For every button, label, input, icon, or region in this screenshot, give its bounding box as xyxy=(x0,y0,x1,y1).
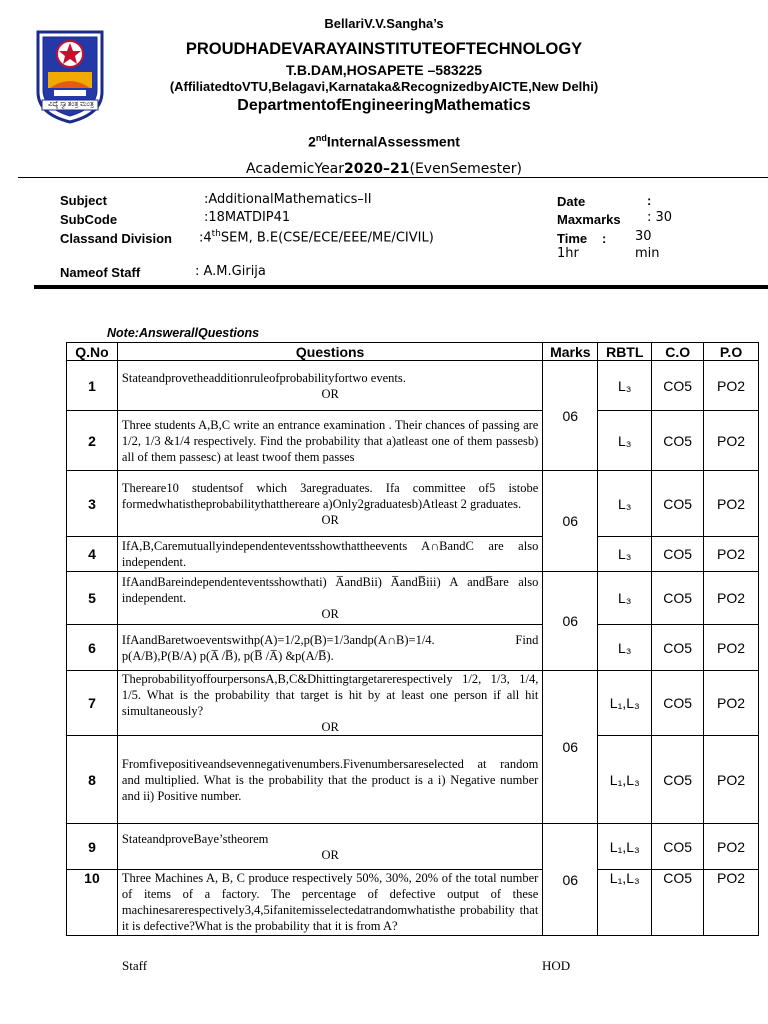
table-row xyxy=(67,824,759,870)
maxmarks-label: Maxmarks xyxy=(557,212,621,227)
question-1-text: Stateandprovetheadditionruleofprobabilityfortwo events. xyxy=(121,370,406,385)
table-row xyxy=(67,471,759,537)
co-cell: CO5 xyxy=(652,824,704,870)
header-marks: Marks xyxy=(543,343,598,361)
question-text: IfAandBaretwoeventswithp(A)=1/2,p(B)=1/3andp(A∩B)=1/4. Find p(A/B),P(B/A) p(A̅ /B̅), p(B̅ /A̅) &p(A/B̅). xyxy=(117,625,542,671)
question-text: Fromfivepositiveandsevennegativenumbers.Fivenumbersareselected at random and multiplied. What is the probability that the product is a i) Negative number and ii) Positive number. xyxy=(117,736,542,824)
header-divider xyxy=(18,177,768,178)
semester: (EvenSemester) xyxy=(409,161,522,177)
table-row xyxy=(67,625,759,671)
staff-label: Nameof Staff xyxy=(60,265,141,280)
question-5-text: IfAandBareindependenteventsshowthati) A̅andBii) A̅andB̅iii) A andB̅are also independent. xyxy=(121,575,539,605)
year-prefix: AcademicYear xyxy=(246,161,345,177)
subject-label: Subject xyxy=(60,193,107,208)
po-cell: PO2 xyxy=(704,736,759,824)
rbtl-cell: L₃ xyxy=(598,361,652,411)
marks-cell: 06 xyxy=(543,361,598,471)
header-rbtl: RBTL xyxy=(598,343,652,361)
marks-cell: 06 xyxy=(543,471,598,572)
po-cell: PO2 xyxy=(704,361,759,411)
hod-signature-label: HOD xyxy=(542,958,571,973)
question-text xyxy=(117,671,542,736)
po-cell: PO2 xyxy=(704,411,759,471)
question-number: 3 xyxy=(67,471,118,537)
question-text: IfA,B,Caremutuallyindependenteventsshowthattheevents A∩BandC are also independent. xyxy=(117,537,542,572)
class-value xyxy=(199,229,434,245)
question-text xyxy=(117,361,542,411)
question-text: Three students A,B,C write an entrance examination . Their chances of passing are 1/2, 1/3 &1/4 respectively. Find the probability that a)atleast one of them passesb) all of them passesc) at least twoof them passes xyxy=(117,411,542,471)
table-row xyxy=(67,736,759,824)
table-row xyxy=(67,671,759,736)
academic-year-line xyxy=(0,161,768,177)
exam-ordinal-sup: nd xyxy=(315,133,327,143)
rbtl-cell: L₃ xyxy=(598,572,652,625)
institute-address: T.B.DAM,HOSAPETE –583225 xyxy=(285,62,483,78)
co-cell: CO5 xyxy=(652,625,704,671)
question-number: 10 xyxy=(67,870,118,936)
or-separator: OR xyxy=(321,512,339,527)
co-cell: CO5 xyxy=(652,736,704,824)
table-row xyxy=(67,411,759,471)
time-min-unit: min xyxy=(635,246,660,261)
question-number: 9 xyxy=(67,824,118,870)
po-cell: PO2 xyxy=(704,471,759,537)
co-cell: CO5 xyxy=(652,471,704,537)
table-row xyxy=(67,870,759,936)
info-divider xyxy=(34,285,768,289)
question-text xyxy=(117,471,542,537)
exam-title-text: InternalAssessment xyxy=(326,133,460,150)
subcode-value: :18MATDIP41 xyxy=(204,210,291,225)
po-cell: PO2 xyxy=(704,537,759,572)
table-row xyxy=(67,572,759,625)
class-label: Classand Division xyxy=(60,231,172,246)
header-qno: Q.No xyxy=(67,343,118,361)
rbtl-cell: L₁,L₃ xyxy=(598,870,652,936)
co-cell: CO5 xyxy=(652,411,704,471)
logo-motto: ವಿದ್ಯೆ ಸ್ವಾತಂತ್ರ ಮಂತ್ರ xyxy=(48,100,94,108)
exam-ordinal: 2 xyxy=(308,133,316,150)
or-separator: OR xyxy=(321,607,339,621)
question-number: 4 xyxy=(67,537,118,572)
table-row xyxy=(67,537,759,572)
department-name: DepartmentofEngineeringMathematics xyxy=(237,97,531,114)
rbtl-cell: L₁,L₃ xyxy=(598,736,652,824)
exam-title xyxy=(0,133,768,150)
class-sup: th xyxy=(211,229,221,239)
rbtl-cell: L₃ xyxy=(598,537,652,572)
question-3-text: Thereare10 studentsof which 3aregraduates. Ifa committee of5 istobe formedwhatistheprobabilitythatthereare a)Only2graduatesb)Atleast 2 graduates. xyxy=(121,480,539,511)
question-number: 8 xyxy=(67,736,118,824)
or-separator: OR xyxy=(321,847,339,862)
question-7-text: TheprobabilityoffourpersonsA,B,C&Dhittingtargetarerespectively 1/2, 1/3, 1/4, 1/5. What is the probability that target is hit by at least one person if all hit simultaneously? xyxy=(121,672,539,718)
note-text: Note:AnswerallQuestions xyxy=(107,326,260,340)
subject-value: :AdditionalMathematics–II xyxy=(204,192,372,207)
marks-cell: 06 xyxy=(543,671,598,824)
questions-table xyxy=(66,342,759,936)
po-cell: PO2 xyxy=(704,572,759,625)
subcode-label: SubCode xyxy=(60,212,118,227)
po-cell: PO2 xyxy=(704,870,759,936)
academic-year: 2020–21 xyxy=(344,161,410,177)
time-minutes-value: 30 xyxy=(635,229,652,244)
or-separator: OR xyxy=(321,386,339,401)
rbtl-cell: L₁,L₃ xyxy=(598,824,652,870)
marks-cell: 06 xyxy=(543,572,598,671)
table-row xyxy=(67,361,759,411)
question-number: 1 xyxy=(67,361,118,411)
co-cell: CO5 xyxy=(652,537,704,572)
date-value: : xyxy=(647,193,652,208)
question-text: Three Machines A, B, C produce respectively 50%, 30%, 20% of the total number of items of a factory. The percentage of defective output of these machinesarerespectively3,4,5ifanitemisselectedatrandomwhatisthe probability that it is defective?What is the probability that it is from A? xyxy=(117,870,542,936)
question-number: 7 xyxy=(67,671,118,736)
rbtl-cell: L₃ xyxy=(598,471,652,537)
po-cell: PO2 xyxy=(704,824,759,870)
header-questions: Questions xyxy=(117,343,542,361)
po-cell: PO2 xyxy=(704,625,759,671)
co-cell: CO5 xyxy=(652,361,704,411)
question-9-text: StateandproveBaye’stheorem xyxy=(121,831,269,846)
question-number: 2 xyxy=(67,411,118,471)
question-text xyxy=(117,572,542,625)
co-cell: CO5 xyxy=(652,572,704,625)
or-separator: OR xyxy=(321,720,339,734)
question-number: 6 xyxy=(67,625,118,671)
staff-signature-label: Staff xyxy=(122,958,148,973)
institute-name: PROUDHADEVARAYAINSTITUTEOFTECHNOLOGY xyxy=(185,40,583,58)
staff-value: : A.M.Girija xyxy=(195,264,266,279)
time-hour: 1hr xyxy=(557,246,579,261)
class-prefix: :4 xyxy=(199,230,212,246)
table-header-row xyxy=(67,343,759,361)
class-text: SEM, B.E(CSE/ECE/EEE/ME/CIVIL) xyxy=(220,230,434,246)
po-cell: PO2 xyxy=(704,671,759,736)
time-colon: : xyxy=(602,231,607,246)
society-name: BellariV.V.Sangha’s xyxy=(324,16,444,31)
maxmarks-value: : 30 xyxy=(647,210,673,225)
header-co: C.O xyxy=(652,343,704,361)
question-number: 5 xyxy=(67,572,118,625)
date-label: Date xyxy=(557,194,586,209)
rbtl-cell: L₃ xyxy=(598,625,652,671)
rbtl-cell: L₃ xyxy=(598,411,652,471)
header-po: P.O xyxy=(704,343,759,361)
rbtl-cell: L₁,L₃ xyxy=(598,671,652,736)
co-cell: CO5 xyxy=(652,870,704,936)
co-cell: CO5 xyxy=(652,671,704,736)
question-text xyxy=(117,824,542,870)
time-label: Time xyxy=(557,231,588,246)
marks-cell: 06 xyxy=(543,824,598,936)
affiliation-line: (AffiliatedtoVTU,Belagavi,Karnataka&RecognizedbyAICTE,New Delhi) xyxy=(169,79,599,94)
